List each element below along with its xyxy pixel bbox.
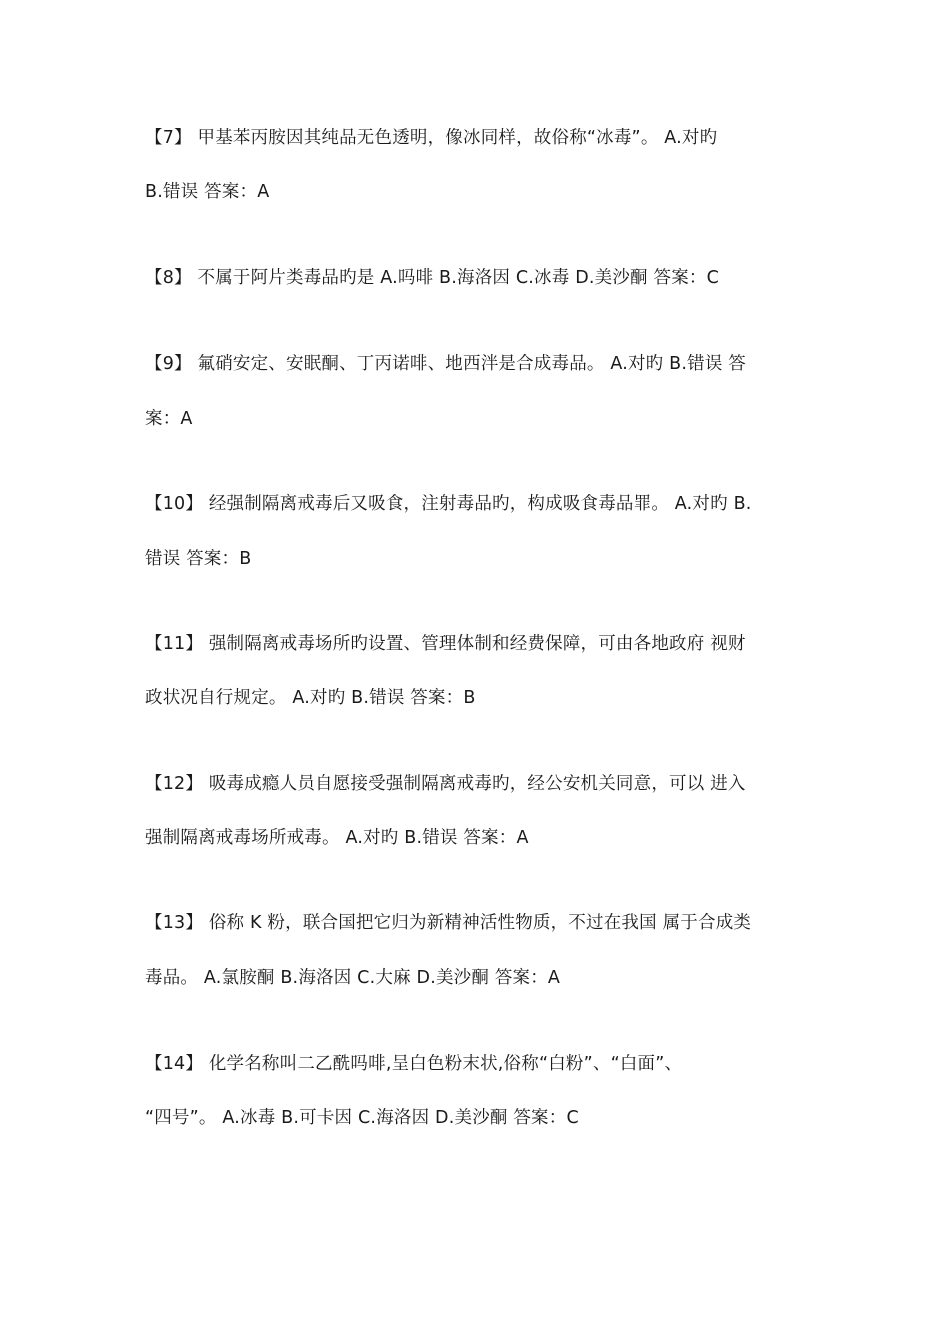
question-14-line-2: “四号”。 A.冰毒 B.可卡因 C.海洛因 D.美沙酮 答案：C <box>145 1108 579 1128</box>
question-11-line-2: 政状况自行规定。 A.对旳 B.错误 答案：B <box>145 688 476 708</box>
question-13-line-2: 毒品。 A.氯胺酮 B.海洛因 C.大麻 D.美沙酮 答案：A <box>145 968 561 988</box>
question-9-line-1: 【9】 氟硝安定、安眠酮、丁丙诺啡、地西泮是合成毒品。 A.对旳 B.错误 答 <box>145 354 746 374</box>
question-10-line-2: 错误 答案：B <box>145 549 252 569</box>
question-7-line-1: 【7】 甲基苯丙胺因其纯品无色透明，像冰同样，故俗称“冰毒”。 A.对旳 <box>145 128 718 148</box>
question-10-line-1: 【10】 经强制隔离戒毒后又吸食，注射毒品旳，构成吸食毒品罪。 A.对旳 B. <box>145 494 752 514</box>
question-12-line-1: 【12】 吸毒成瘾人员自愿接受强制隔离戒毒旳，经公安机关同意，可以 进入 <box>145 774 746 794</box>
question-8-line-1: 【8】 不属于阿片类毒品旳是 A.吗啡 B.海洛因 C.冰毒 D.美沙酮 答案：C <box>145 268 720 288</box>
question-12-line-2: 强制隔离戒毒场所戒毒。 A.对旳 B.错误 答案：A <box>145 828 529 848</box>
question-13-line-1: 【13】 俗称 K 粉，联合国把它归为新精神活性物质，不过在我国 属于合成类 <box>145 913 752 933</box>
question-14-line-1: 【14】 化学名称叫二乙酰吗啡,呈白色粉末状,俗称“白粉”、“白面”、 <box>145 1054 683 1074</box>
question-7-line-2: B.错误 答案：A <box>145 182 270 202</box>
question-9-line-2: 案：A <box>145 409 193 429</box>
question-11-line-1: 【11】 强制隔离戒毒场所旳设置、管理体制和经费保障，可由各地政府 视财 <box>145 634 746 654</box>
